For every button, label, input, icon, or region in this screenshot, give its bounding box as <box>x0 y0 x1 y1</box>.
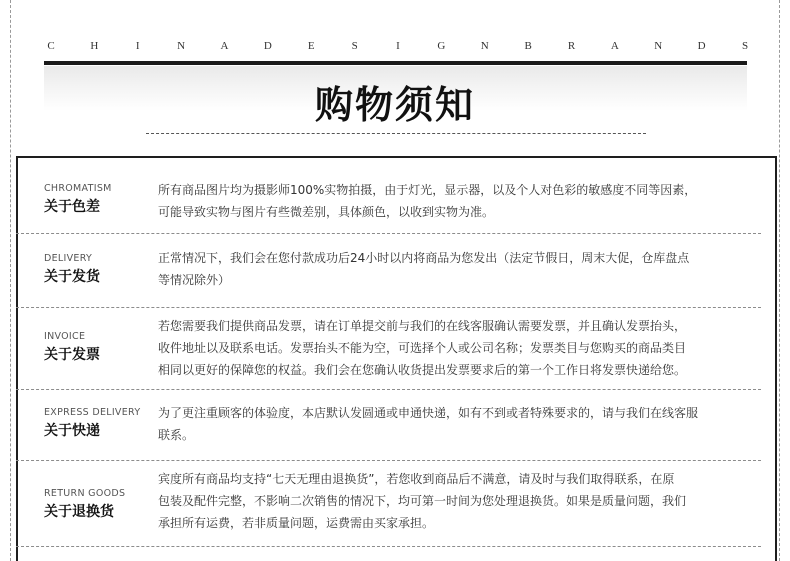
description-line: 宾度所有商品均支持“七天无理由退换货”，若您收到商品后不满意，请及时与我们取得联系，在原 <box>158 472 675 486</box>
brand-letter: N <box>177 40 186 52</box>
description-line: 相同以更好的保障您的权益。我们会在您确认收货提出发票要求后的第一个工作日将发票快递给您。 <box>158 363 687 377</box>
section-label-cn: 关于发票 <box>44 347 100 363</box>
description-line: 联系。 <box>158 428 195 442</box>
section-label-cn: 关于退换货 <box>44 504 114 520</box>
brand-letter: E <box>307 40 315 52</box>
section-label-en: EXPRESS DELIVERY <box>44 407 141 418</box>
section-label-en: DELIVERY <box>44 253 93 264</box>
brand-letter: N <box>654 40 663 52</box>
section-label-en: RETURN GOODS <box>44 488 126 499</box>
brand-letter: D <box>263 40 272 52</box>
header-divider <box>44 61 747 65</box>
brand-letter: I <box>396 40 400 52</box>
brand-letter: I <box>135 40 140 52</box>
brand-letter: S <box>351 40 358 52</box>
brand-letter: A <box>220 40 229 52</box>
section-express-delivery <box>16 390 761 461</box>
brand-letter: H <box>90 40 99 52</box>
brand-letter: N <box>480 40 489 52</box>
section-label-en: CHROMATISM <box>44 183 112 194</box>
section-label-cn: 关于发货 <box>44 269 100 285</box>
description-line: 可能导致实物与图片有些微差别，具体颜色，以收到实物为准。 <box>158 205 495 219</box>
section-description <box>158 247 758 291</box>
brand-letter: S <box>741 40 749 52</box>
description-line: 若您需要我们提供商品发票，请在订单提交前与我们的在线客服确认需要发票，并且确认发票抬头， <box>158 319 687 333</box>
description-line: 所有商品图片均为摄影师100%实物拍摄，由于灯光，显示器，以及个人对色彩的敏感度不同等因素， <box>158 183 697 197</box>
brand-letter: R <box>567 40 576 52</box>
section-label-en: INVOICE <box>44 331 86 342</box>
section-description <box>158 315 758 381</box>
section-label-cn: 关于快递 <box>44 423 100 439</box>
section-description <box>158 468 758 534</box>
page-title: 购物须知 <box>314 83 475 127</box>
section-chromatism <box>16 158 761 234</box>
description-line: 正常情况下，我们会在您付款成功后24小时以内将商品为您发出（法定节假日，周末大促，仓库盘点 <box>158 251 690 265</box>
description-line: 为了更注重顾客的体验度，本店默认发圆通或申通快递，如有不到或者特殊要求的，请与我们在线客服 <box>158 406 699 420</box>
section-delivery <box>16 234 761 308</box>
section-return-goods <box>16 461 761 547</box>
brand-letter: B <box>524 40 532 52</box>
description-line: 包装及配件完整，不影响二次销售的情况下，均可第一时间为您处理退换货。如果是质量问题，我们 <box>158 494 687 508</box>
brand-letter: A <box>610 40 619 52</box>
section-invoice <box>16 308 761 390</box>
description-line: 等情况除外） <box>158 273 231 287</box>
brand-letter: G <box>437 40 446 52</box>
section-description <box>158 402 758 446</box>
section-description <box>158 179 758 223</box>
brand-letter: C <box>47 40 55 52</box>
brand-letters <box>46 40 750 52</box>
description-line: 承担所有运费，若非质量问题，运费需由买家承担。 <box>158 516 435 530</box>
section-label-cn: 关于色差 <box>44 199 100 215</box>
title-underline <box>146 133 646 134</box>
description-line: 收件地址以及联系电话。发票抬头不能为空，可选择个人或公司名称；发票类目与您购买的商品类目 <box>158 341 687 355</box>
brand-letter: D <box>697 40 706 52</box>
